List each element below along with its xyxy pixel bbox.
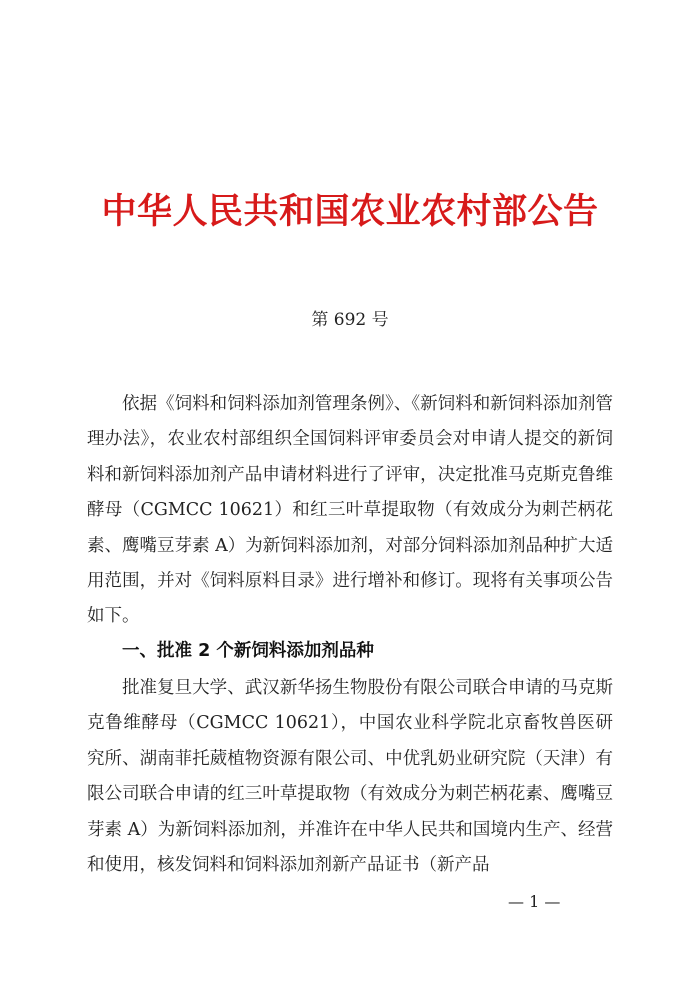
section-heading: 一、批准 2 个新饲料添加剂品种 [122,641,374,661]
announcement-number: 第 692 号 [311,310,389,330]
approval-paragraph: 批准复旦大学、武汉新华扬生物股份有限公司联合申请的马克斯克鲁维酵母（CGMCC 10621），中国农业科学院北京畜牧兽医研究所、湖南菲托葳植物资源有限公司、中优乳奶业研究院（天津）有限公司联合申请的红三叶草提取物（有效成分为刺芒柄花素、鹰嘴豆芽素 A）为新饲料添加剂，并准许在中华人民共和国境内生产、经营和使用，核发饲料和饲料添加剂新产品证书（新产品 [87,678,613,876]
page-number: — 1 — [508,892,561,911]
intro-paragraph: 依据《饲料和饲料添加剂管理条例》、《新饲料和新饲料添加剂管理办法》，农业农村部组织全国饲料评审委员会对申请人提交的新饲料和新饲料添加剂产品申请材料进行了评审，决定批准马克斯克鲁维酵母（CGMCC 10621）和红三叶草提取物（有效成分为刺芒柄花素、鹰嘴豆芽素 A）为新饲料添加剂，对部分饲料添加剂品种扩大适用范围，并对《饲料原料目录》进行增补和修订。现将有关事项公告如下。 [87,394,613,627]
document-title: 中华人民共和国农业农村部公告 [101,191,599,232]
